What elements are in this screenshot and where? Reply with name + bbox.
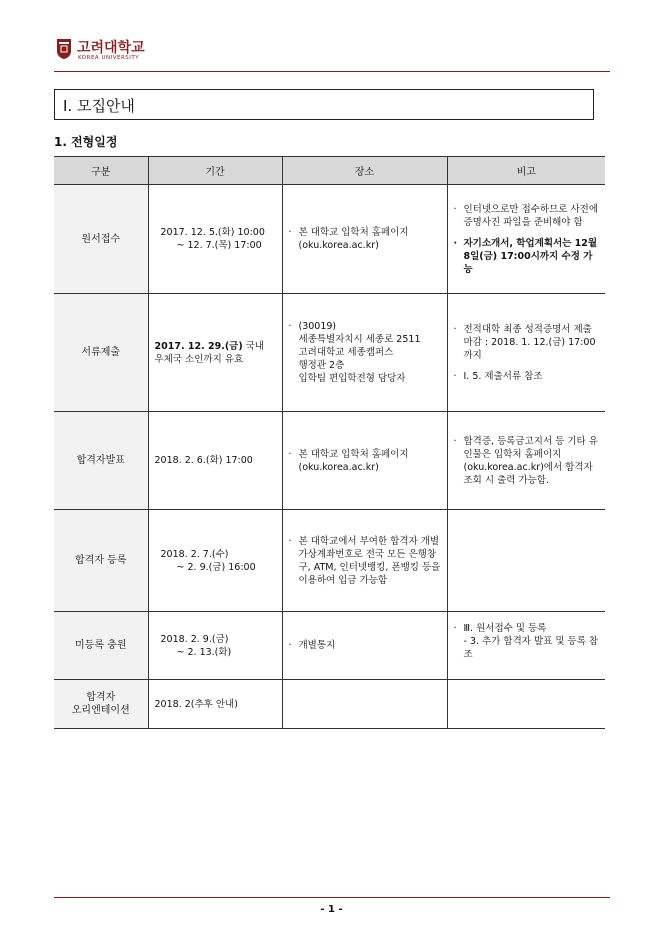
table-row xyxy=(54,294,605,412)
column-header: 장소 xyxy=(282,157,447,185)
logo-subtitle: KOREA UNIVERSITY xyxy=(78,55,140,61)
logo-name: 고려대학교 xyxy=(77,40,145,56)
footer-rule xyxy=(54,897,610,898)
row-place: · (30019) 세종특별자치시 세종로 2511 고려대학교 세종캠퍼스 행정관 2층 입학팀 편입학전형 담당자 xyxy=(282,294,447,412)
row-category: 합격자 등록 xyxy=(54,510,148,612)
header-rule xyxy=(54,71,610,72)
column-header: 기간 xyxy=(148,157,282,185)
row-category: 합격자발표 xyxy=(54,412,148,510)
section-title: Ⅰ. 모집안내 xyxy=(63,97,135,115)
table-row xyxy=(54,185,605,294)
row-note: · Ⅲ. 원서접수 및 등록 - 3. 추가 합격자 발표 및 등록 참조 xyxy=(447,612,605,680)
row-note: · 인터넷으로만 접수하므로 사전에 증명사진 파일을 준비해야 함 · 자기소개서, 학업계획서는 12월 8일(금) 17:00시까지 수정 가능 xyxy=(447,185,605,294)
row-note xyxy=(447,510,605,612)
sub-heading: 1. 전형일정 xyxy=(54,135,118,149)
row-place: · 본 대학교에서 부여한 합격자 개별 가상계좌번호로 전국 모든 은행창구, ATM, 인터넷뱅킹, 폰뱅킹 등을 이용하여 입금 가능함 xyxy=(282,510,447,612)
table-row xyxy=(54,612,605,680)
row-place: · 본 대학교 입학처 홈페이지 (oku.korea.ac.kr) xyxy=(282,185,447,294)
row-period: 2018. 2. 9.(금) ~ 2. 13.(화) xyxy=(148,612,282,680)
schedule-table xyxy=(54,156,605,729)
row-category: 원서접수 xyxy=(54,185,148,294)
row-note: · 전적대학 최종 성적증명서 제출마감 : 2018. 1. 12.(금) 17:00 까지 · Ⅰ. 5. 제출서류 참조 xyxy=(447,294,605,412)
column-header: 비고 xyxy=(447,157,605,185)
row-note: · 합격증, 등록금고지서 등 기타 유인물은 입학처 홈페이지(oku.korea.ac.kr)에서 합격자 조회 시 출력 가능함. xyxy=(447,412,605,510)
section-title-box xyxy=(54,89,594,120)
page-number: - 1 - xyxy=(320,904,343,915)
row-place: · 본 대학교 입학처 홈페이지 (oku.korea.ac.kr) xyxy=(282,412,447,510)
row-period: 2018. 2(추후 안내) xyxy=(148,680,282,729)
row-note xyxy=(447,680,605,729)
column-header: 구분 xyxy=(54,157,148,185)
row-category: 서류제출 xyxy=(54,294,148,412)
table-row xyxy=(54,412,605,510)
table-row xyxy=(54,510,605,612)
row-period: 2018. 2. 7.(수) ~ 2. 9.(금) 16:00 xyxy=(148,510,282,612)
table-row xyxy=(54,680,605,729)
row-period: 2017. 12. 29.(금) 국내 우체국 소인까지 유효 xyxy=(148,294,282,412)
row-category: 미등록 충원 xyxy=(54,612,148,680)
university-logo xyxy=(56,38,166,66)
row-period: 2017. 12. 5.(화) 10:00 ~ 12. 7.(목) 17:00 xyxy=(148,185,282,294)
row-category: 합격자 오리엔테이션 xyxy=(54,680,148,729)
table-header-row xyxy=(54,157,605,185)
row-place xyxy=(282,680,447,729)
row-period: 2018. 2. 6.(화) 17:00 xyxy=(148,412,282,510)
university-seal-icon xyxy=(56,38,72,60)
row-place: · 개별통지 xyxy=(282,612,447,680)
